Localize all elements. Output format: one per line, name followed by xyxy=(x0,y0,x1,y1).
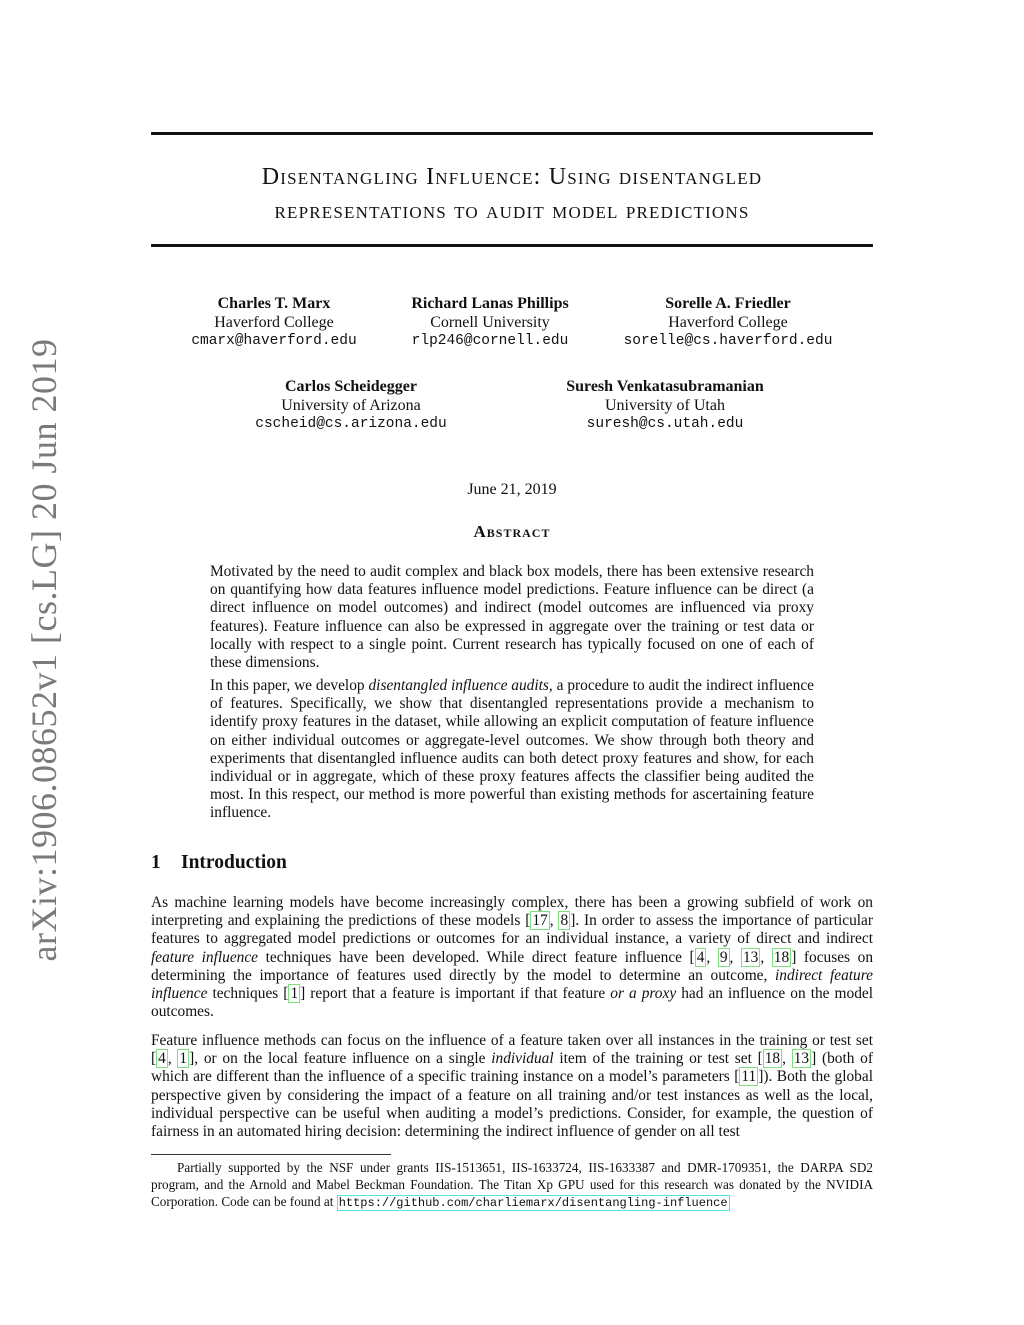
text-run: As machine learning models have become increasingly complex, there has been a growing subfield of work on interpreting and explaining the predictions of these models [ xyxy=(151,894,873,930)
citation-link[interactable]: 13 xyxy=(793,1050,810,1068)
title-line-1: Disentangling Influence: Using disentangled xyxy=(261,164,763,190)
section-title: Introduction xyxy=(181,852,287,873)
text-run: ] focuses on determining the importance of features used directly by the model to determine an outcome, xyxy=(151,948,874,984)
text-run: , xyxy=(167,1050,178,1068)
author-block xyxy=(380,294,600,351)
code-repository-link[interactable]: https://github.com/charliemarx/disentangling-influence xyxy=(338,1196,728,1210)
text-run: ] (both of which are different than the influence of a specific training instance on a model’s parameters [ xyxy=(151,1050,873,1086)
text-run: had an influence on the model outcomes. xyxy=(151,985,874,1021)
author-affiliation: Haverford College xyxy=(668,314,788,331)
paper-date: June 21, 2019 xyxy=(467,481,557,498)
citation-link[interactable]: 18 xyxy=(764,1050,781,1068)
text-run: , xyxy=(729,948,741,966)
author-name: Sorelle A. Friedler xyxy=(665,295,791,312)
introduction-paragraph-1 xyxy=(151,894,873,1021)
citation-link[interactable]: 13 xyxy=(742,948,759,966)
section-heading-introduction xyxy=(151,852,287,874)
author-email[interactable]: suresh@cs.utah.edu xyxy=(586,416,744,432)
text-run: , xyxy=(549,912,559,930)
author-name: Richard Lanas Phillips xyxy=(411,295,569,312)
text-run: ], or on the local feature influence on a single xyxy=(189,1050,492,1068)
author-affiliation: Haverford College xyxy=(214,314,334,331)
title-rule-top xyxy=(151,132,873,135)
text-run: ]). Both the global perspective given by considering the impact of a feature on all training and/or test instances as well as the local, individual perspective can be useful when auditing a model’s predictions. Consider, for example, the question of fairness in an automated hiring decision: determining the indirect influence of gender on all test xyxy=(151,1068,873,1141)
author-email[interactable]: cscheid@cs.arizona.edu xyxy=(255,416,447,432)
title-rule-bottom xyxy=(151,244,873,247)
text-run: ] report that a feature is important if that feature xyxy=(300,985,611,1003)
text-run: techniques [ xyxy=(207,985,289,1003)
author-email[interactable]: cmarx@haverford.edu xyxy=(191,333,357,349)
emphasis-text: or a proxy xyxy=(610,985,677,1003)
author-email[interactable]: sorelle@cs.haverford.edu xyxy=(623,333,833,349)
text-run: ]. In order to assess the importance of particular features to aggregated model predictions or outcomes for an individual instance, a variety of direct and indirect xyxy=(151,912,873,948)
citation-link[interactable]: 11 xyxy=(741,1068,757,1086)
author-block xyxy=(246,377,456,434)
footnote xyxy=(151,1159,873,1212)
citation-link[interactable]: 4 xyxy=(696,948,705,966)
text-run: , a procedure to audit the indirect influence of features. Specifically, we show that disentangled representations provide a mechanism to identify proxy features in the dataset, while allowing an explicit computation of feature influence on either individual outcomes or aggregate-level outcomes. We show through both theory and experiments that disentangled influence audits can both detect proxy features and show, for each individual or in aggregate, which of these proxy features affects the classifier being audited the most. In this respect, our method is more powerful than existing methods for ascertaining feature influence. xyxy=(210,677,814,822)
abstract-heading: Abstract xyxy=(473,522,551,541)
author-affiliation: University of Utah xyxy=(605,397,725,414)
paper-title xyxy=(151,160,873,228)
citation-link[interactable]: 1 xyxy=(179,1050,188,1068)
section-number: 1 xyxy=(151,852,161,873)
author-block xyxy=(610,294,846,351)
text-run: item of the training or test set [ xyxy=(553,1050,763,1068)
author-block xyxy=(545,377,785,434)
abstract-paragraph-1: Motivated by the need to audit complex and black box models, there has been extensive research on quantifying how data features influence model predictions. Feature influence can be direct (a direct influence on model outcomes) and indirect (model outcomes are influenced via proxy features). Feature influence can also be expressed in aggregate over the training or test data or locally with respect to a single point. Current research has typically focused on one of each of these dimensions. xyxy=(210,563,814,672)
citation-link[interactable]: 4 xyxy=(158,1050,166,1068)
author-affiliation: University of Arizona xyxy=(281,397,421,414)
citation-link[interactable]: 1 xyxy=(290,985,299,1003)
text-run: , xyxy=(782,1050,792,1068)
text-run: techniques have been developed. While direct feature influence [ xyxy=(258,948,695,966)
emphasis-text: individual xyxy=(491,1050,554,1068)
text-run: Feature influence methods can focus on the influence of a feature taken over all instances in the training or test set [ xyxy=(151,1032,873,1068)
text-run: , xyxy=(760,948,772,966)
abstract-paragraph-2 xyxy=(210,677,814,823)
citation-link[interactable]: 18 xyxy=(773,948,790,966)
footnote-text: Partially supported by the NSF under grants IIS-1513651, IIS-1633724, IIS-1633387 and DMR-1709351, the DARPA SD2 program, and the Arnold and Mabel Beckman Foundation. The Titan Xp GPU used for this research was donated by the NVIDIA Corporation. Code can be found at xyxy=(151,1160,873,1209)
author-block xyxy=(174,294,374,351)
emphasis-text: indirect feature influence xyxy=(151,966,874,1003)
title-line-2: representations to audit model predictions xyxy=(274,198,750,224)
citation-link[interactable]: 17 xyxy=(532,912,548,930)
footnote-divider xyxy=(151,1154,391,1155)
author-name: Suresh Venkatasubramanian xyxy=(566,378,764,395)
author-email[interactable]: rlp246@cornell.edu xyxy=(411,333,569,349)
citation-link[interactable]: 8 xyxy=(560,912,569,930)
emphasis-text: disentangled influence audits xyxy=(368,677,549,694)
text-run: , xyxy=(706,948,718,966)
author-name: Charles T. Marx xyxy=(217,295,331,312)
introduction-paragraph-2 xyxy=(151,1032,873,1141)
emphasis-text: feature influence xyxy=(151,948,259,966)
citation-link[interactable]: 9 xyxy=(719,948,728,966)
text-run: In this paper, we develop xyxy=(210,677,369,694)
author-affiliation: Cornell University xyxy=(430,314,550,331)
author-name: Carlos Scheidegger xyxy=(285,378,417,395)
arxiv-identifier-stamp: arXiv:1906.08652v1 [cs.LG] 20 Jun 2019 xyxy=(24,338,64,962)
